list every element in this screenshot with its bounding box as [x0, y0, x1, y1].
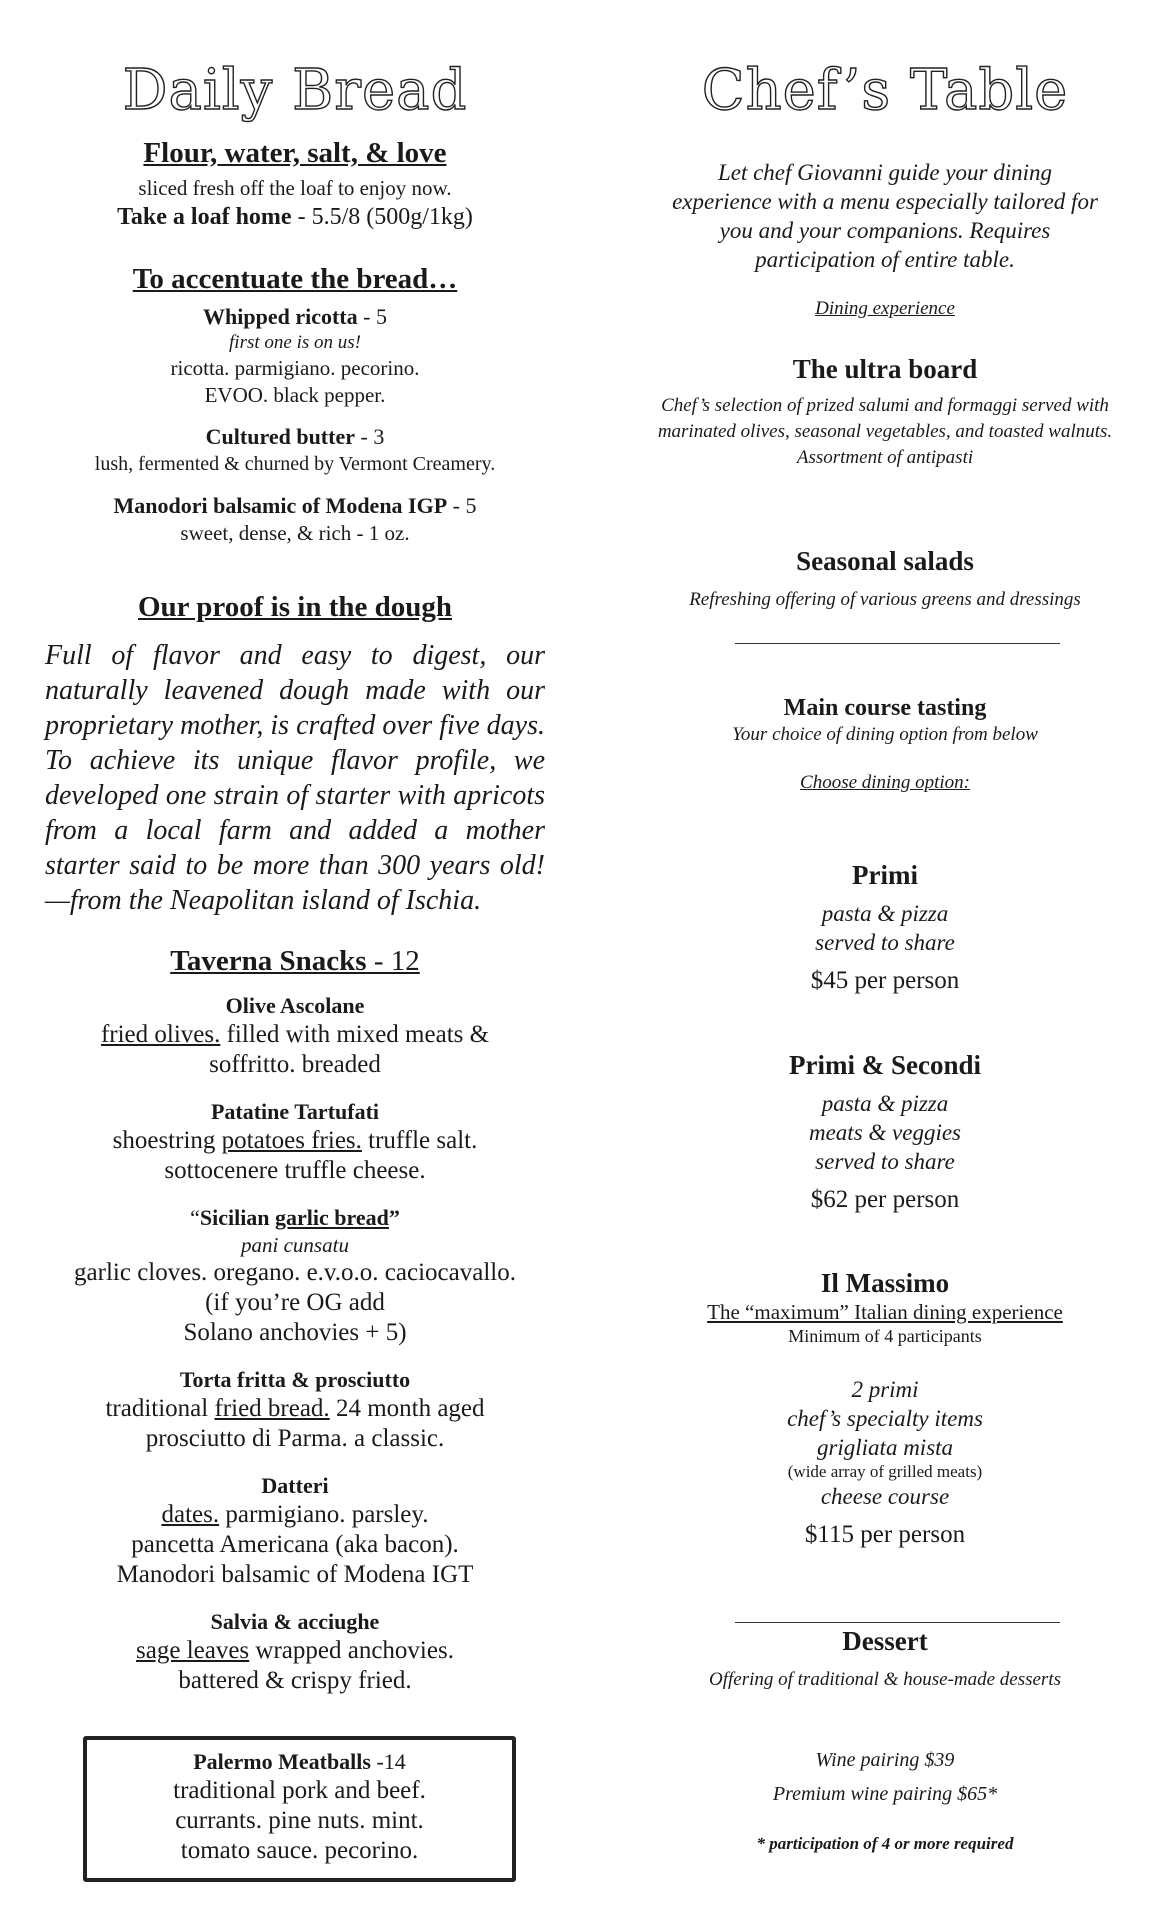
item-desc: battered & crispy fried. [178, 1667, 412, 1694]
bread-line: sliced fresh off the loaf to enjoy now. [138, 176, 452, 200]
primi-secondi-line: served to share [815, 1149, 955, 1174]
primi-secondi-line: pasta & pizza [821, 1091, 949, 1116]
massimo-sub: The “maximum” Italian dining experience [707, 1300, 1063, 1324]
item-price: - 3 [355, 424, 385, 449]
item-name: Patatine Tartufati [210, 1099, 380, 1124]
menu-item [45, 1204, 545, 1348]
accent-heading: To accentuate the bread… [132, 263, 458, 295]
item-desc: sweet, dense, & rich - 1 oz. [180, 521, 410, 545]
item-desc: EVOO. black pepper. [204, 383, 386, 407]
item-desc: truffle salt. [361, 1127, 478, 1154]
massimo-line: grigliata mista [816, 1435, 954, 1460]
primi-line: pasta & pizza [821, 901, 949, 926]
main-heading: Main course tasting [783, 695, 987, 721]
intro-line: participation of entire table. [755, 247, 1015, 272]
item-subtitle: pani cunsatu [241, 1233, 349, 1257]
wine-pairing [645, 1743, 1125, 1811]
item-underlined: dates. [161, 1501, 220, 1528]
item-desc: traditional pork and beef. [173, 1777, 426, 1804]
item-note: first one is on us! [229, 332, 361, 353]
item-desc: currants. pine nuts. mint. [175, 1807, 424, 1834]
item-name: Whipped ricotta [203, 304, 358, 329]
item-underlined: fried olives. [100, 1021, 221, 1048]
item-desc: (if you’re OG add [205, 1289, 385, 1316]
intro-line: you and your companions. Requires [719, 218, 1051, 243]
primi-secondi-heading: Primi & Secondi [789, 1050, 981, 1080]
loaf-price: - 5.5/8 (500g/1kg) [291, 204, 473, 230]
ultra-board [645, 354, 1125, 471]
accent-section [45, 263, 545, 547]
option-primi [645, 860, 1125, 995]
daily-bread-title: Daily Bread [122, 58, 468, 123]
item-underlined: potatoes fries. [221, 1127, 362, 1154]
item-desc: 24 month aged [329, 1395, 485, 1422]
quote-close: ” [388, 1205, 400, 1230]
snacks-heading-line [45, 944, 545, 978]
massimo-line: 2 primi [851, 1377, 919, 1402]
dessert [645, 1626, 1125, 1691]
item-underlined: sage leaves [136, 1637, 250, 1664]
snacks-price: - 12 [366, 945, 420, 977]
massimo-min: Minimum of 4 participants [788, 1326, 982, 1346]
massimo-line: chef’s specialty items [787, 1406, 983, 1431]
primi-secondi-line: meats & veggies [808, 1120, 961, 1145]
proof-section [45, 590, 545, 624]
item-name: Torta fritta & prosciutto [179, 1367, 411, 1392]
item-name: Cultured butter [205, 424, 355, 449]
menu-item [45, 1608, 545, 1696]
menu-item [45, 303, 545, 409]
item-desc: sottocenere truffle cheese. [164, 1157, 426, 1184]
intro-text [645, 158, 1125, 274]
meatballs-box [83, 1736, 516, 1882]
seasonal-salads [645, 546, 1125, 611]
ultra-heading: The ultra board [792, 354, 978, 384]
item-name-underlined: garlic bread [275, 1205, 389, 1230]
snacks-heading: Taverna Snacks [170, 945, 367, 977]
item-desc: garlic cloves. oregano. e.v.o.o. caciocavallo. [74, 1259, 516, 1286]
massimo-heading: Il Massimo [820, 1268, 950, 1298]
ultra-line: Assortment of antipasti [796, 447, 974, 468]
item-underlined: fried bread. [214, 1395, 330, 1422]
menu-item [45, 992, 545, 1080]
primi-secondi-price: $62 per person [810, 1186, 960, 1213]
item-name: Palermo Meatballs [193, 1749, 371, 1774]
dessert-line: Offering of traditional & house-made desserts [708, 1669, 1061, 1690]
item-price: -14 [370, 1749, 406, 1774]
item-desc: tomato sauce. pecorino. [180, 1837, 419, 1864]
proof-text: Full of flavor and easy to digest, our naturally leavened dough made with our proprietary mother, is crafted over five days. To achieve its unique flavor profile, we developed one strain of starter with apricots from a local farm and added a mother starter said to be more than 300 years old!—from the Neapolitan island of Ischia. [45, 640, 545, 916]
loaf-line [45, 202, 545, 232]
snacks-section [45, 944, 545, 1696]
divider [735, 643, 1060, 644]
menu-item [45, 1472, 545, 1590]
footnote: * participation of 4 or more required [756, 1834, 1014, 1853]
main-course [645, 695, 1125, 794]
divider [735, 1622, 1060, 1623]
massimo-line: cheese course [820, 1484, 950, 1509]
bread-heading: Flour, water, salt, & love [143, 137, 447, 169]
primi-heading: Primi [852, 860, 918, 890]
wine-line: Wine pairing $39 [815, 1749, 955, 1771]
item-desc: pancetta Americana (aka bacon). [131, 1531, 459, 1558]
intro-line: experience with a menu especially tailored for [672, 189, 1098, 214]
item-name: Salvia & acciughe [210, 1609, 380, 1634]
intro-line: Let chef Giovanni guide your dining [717, 160, 1053, 185]
item-price: - 5 [447, 493, 477, 518]
ultra-line: Chef’s selection of prized salumi and formaggi served with [661, 395, 1109, 416]
item-name: Datteri [261, 1473, 329, 1498]
item-desc: lush, fermented & churned by Vermont Creamery. [94, 453, 496, 475]
option-primi-secondi [645, 1050, 1125, 1214]
menu-item [45, 1366, 545, 1454]
dining-experience-label: Dining experience [815, 298, 955, 319]
item-name: Manodori balsamic of Modena IGP [113, 493, 448, 518]
item-desc: Solano anchovies + 5) [183, 1319, 407, 1346]
chefs-table-title: Chef’s Table [701, 58, 1069, 123]
bread-section [45, 137, 545, 232]
item-desc: traditional [105, 1395, 215, 1422]
massimo-price: $115 per person [804, 1521, 966, 1548]
item-desc: ricotta. parmigiano. pecorino. [170, 356, 420, 380]
massimo-note: (wide array of grilled meats) [787, 1462, 983, 1481]
menu-item [45, 1098, 545, 1186]
item-name: Olive Ascolane [225, 993, 365, 1018]
dessert-heading: Dessert [842, 1626, 928, 1656]
item-desc: parmigiano. parsley. [219, 1501, 429, 1528]
menu-item [45, 492, 545, 547]
item-desc: filled with mixed meats & [220, 1021, 490, 1048]
primi-price: $45 per person [810, 967, 960, 994]
item-desc: shoestring [112, 1127, 222, 1154]
item-desc: soffritto. breaded [209, 1051, 381, 1078]
item-desc: Manodori balsamic of Modena IGT [116, 1561, 474, 1588]
salads-line: Refreshing offering of various greens and dressings [689, 589, 1081, 610]
quote-open: “ [190, 1205, 200, 1230]
item-name: Sicilian [199, 1205, 276, 1230]
main-line: Your choice of dining option from below [732, 724, 1038, 745]
ultra-line: marinated olives, seasonal vegetables, and toasted walnuts. [657, 421, 1113, 442]
premium-wine-line: Premium wine pairing $65* [772, 1783, 998, 1805]
loaf-label: Take a loaf home [117, 204, 292, 230]
option-il-massimo [645, 1268, 1125, 1549]
proof-heading: Our proof is in the dough [138, 591, 452, 623]
salads-heading: Seasonal salads [796, 546, 974, 576]
item-desc: wrapped anchovies. [249, 1637, 454, 1664]
item-desc: prosciutto di Parma. a classic. [145, 1425, 445, 1452]
choose-label: Choose dining option: [800, 772, 970, 793]
menu-item [45, 423, 545, 478]
primi-line: served to share [815, 930, 955, 955]
item-price: - 5 [357, 304, 387, 329]
